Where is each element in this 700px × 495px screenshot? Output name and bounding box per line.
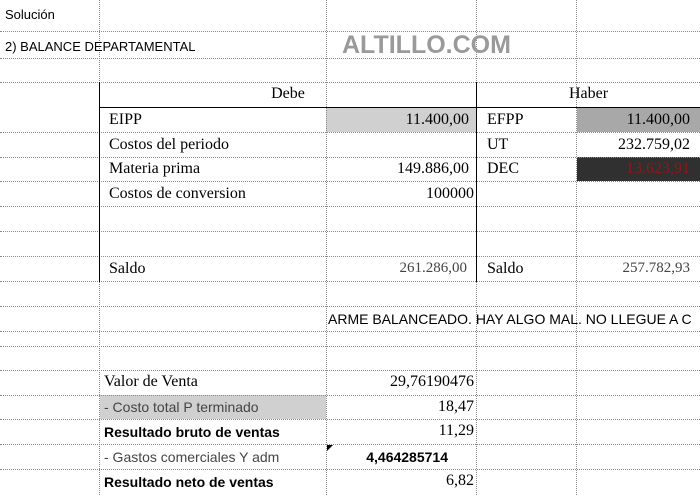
debe-label-costos-periodo: Costos del periodo: [109, 136, 229, 153]
valor-venta-label: Valor de Venta: [104, 373, 198, 390]
debe-label-materia-prima: Materia prima: [109, 160, 201, 177]
gastos-value[interactable]: 4,464285714: [366, 449, 448, 465]
haber-label-efpp: EFPP: [487, 111, 524, 128]
watermark: ALTILLO.COM: [342, 31, 511, 59]
grid-row-line: [0, 469, 700, 470]
saldo-label-haber: Saldo: [487, 260, 524, 277]
grid-row-line: [0, 206, 700, 207]
saldo-label-debe: Saldo: [109, 260, 146, 277]
grid-row-line: [0, 306, 700, 307]
balance-note[interactable]: ARME BALANCEADO. HAY ALGO MAL. NO LLEGUE A C: [328, 311, 692, 327]
grid-row-line: [0, 331, 700, 332]
resultado-neto-label: Resultado neto de ventas: [104, 474, 274, 490]
grid-row-line: [0, 256, 700, 257]
section-title: 2) BALANCE DEPARTAMENTAL: [5, 39, 196, 54]
haber-header: Haber: [568, 85, 609, 102]
solucion-label: Solución: [5, 7, 55, 22]
grid-row-line: [0, 82, 700, 83]
grid-row-line: [0, 281, 700, 282]
saldo-value-haber[interactable]: 257.782,93: [622, 260, 690, 276]
debe-label-costos-conversion: Costos de conversion: [109, 185, 246, 202]
haber-value-dec[interactable]: 13.623,91: [626, 160, 690, 177]
resultado-neto-value[interactable]: 6,82: [446, 472, 474, 489]
grid-row-line: [0, 157, 700, 158]
haber-label-ut: UT: [487, 136, 509, 153]
debe-value-eipp[interactable]: 11.400,00: [405, 111, 469, 128]
resultado-bruto-label: Resultado bruto de ventas: [104, 424, 280, 440]
grid-row-line: [0, 181, 700, 182]
costo-total-label: - Costo total P terminado: [104, 399, 259, 415]
grid-col-line: [576, 0, 577, 495]
debe-value-materia-prima[interactable]: 149.886,00: [397, 160, 469, 177]
costo-total-value[interactable]: 18,47: [438, 398, 474, 415]
grid-row-line: [0, 370, 700, 371]
grid-row-line: [0, 395, 700, 396]
haber-value-efpp[interactable]: 11.400,00: [626, 111, 690, 128]
saldo-value-debe[interactable]: 261.286,00: [399, 260, 467, 276]
table-left-border: [99, 82, 100, 282]
resultado-bruto-value[interactable]: 11,29: [438, 422, 474, 439]
debe-value-costos-conversion[interactable]: 100000: [426, 185, 474, 202]
haber-label-dec: DEC: [487, 160, 519, 177]
table-top-border: [99, 107, 700, 108]
haber-value-ut[interactable]: 232.759,02: [618, 136, 690, 153]
grid-row-line: [0, 231, 700, 232]
grid-row-line: [0, 444, 700, 445]
valor-venta-value[interactable]: 29,76190476: [390, 373, 474, 390]
grid-row-line: [0, 419, 700, 420]
debe-label-eipp: EIPP: [109, 111, 142, 128]
grid-col-line: [326, 0, 327, 495]
grid-row-line: [0, 346, 700, 347]
table-mid-border: [476, 82, 477, 282]
debe-header: Debe: [271, 85, 305, 102]
grid-row-line: [0, 132, 700, 133]
gastos-label: - Gastos comerciales Y adm: [104, 449, 280, 465]
